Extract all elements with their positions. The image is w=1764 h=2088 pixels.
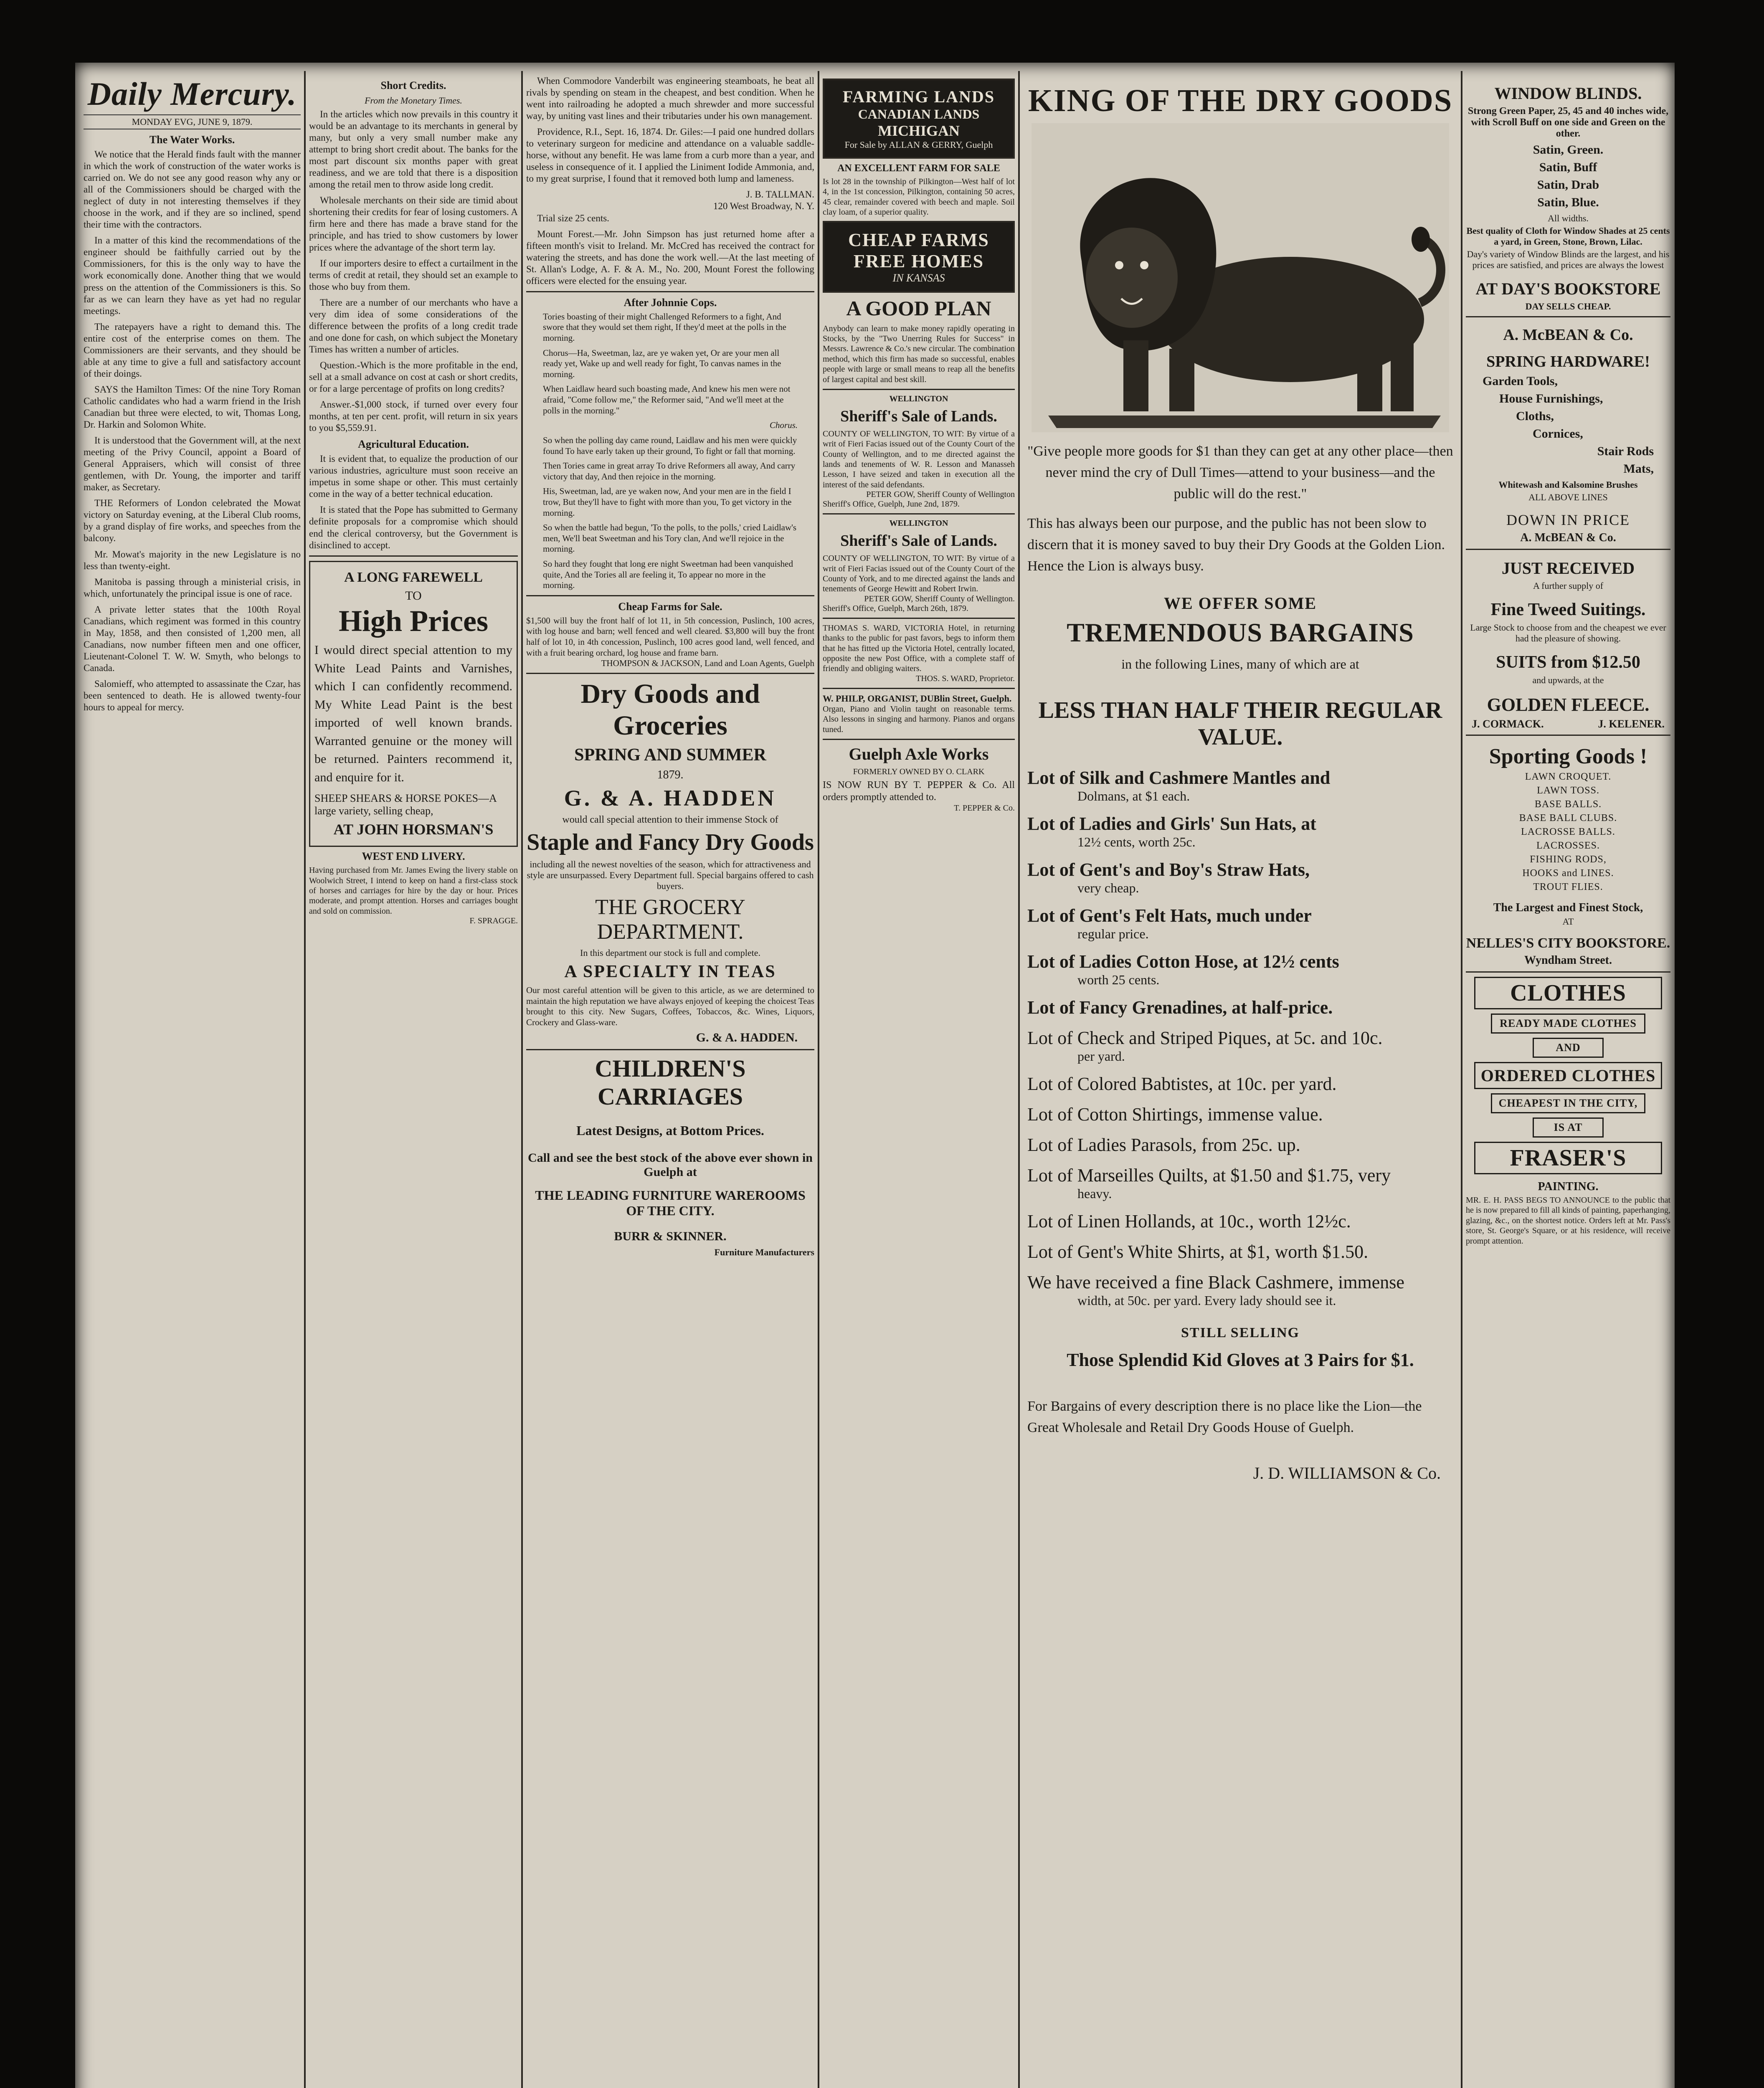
ad-headline: A GOOD PLAN [846,296,991,320]
ad-headline: High Prices [339,604,488,638]
notice-county: WELLINGTON [889,394,948,403]
hardware-item: Stair Rods [1597,444,1654,458]
divider [823,618,1015,619]
bargain-lot [1027,767,1457,804]
poem-verse: Tories boasting of their might Challenged Reformers to a fight, And swore that they would set them right, If they'd meet at the polls in the morning. [543,311,786,343]
ad-firm-name: A. McBEAN & Co. [1520,531,1616,544]
ad-body: Organ, Piano and Violin taught on reasonable terms. Also lessons in singing and harmony. Pianos and organs tuned. [823,704,1015,734]
ad-headline: Fine Tweed Suitings. [1490,600,1646,619]
ad-signature: BURR & SKINNER. [614,1229,727,1243]
satin-item: Satin, Drab [1537,178,1599,192]
proprietors [1472,718,1665,730]
sporting-item: BASE BALLS. [1534,799,1602,810]
hardware-item: Cloths, [1516,409,1554,423]
ad-text: AND [1533,1038,1604,1058]
article-paragraph: Mr. Mowat's majority in the new Legislature is no less than twenty-eight. [84,549,301,571]
poem-verse: So hard they fought that long ere night Sweetman had been vanquished quite, And the Tories all are feeling it, To appear no more in the morning. [543,558,793,590]
ad-text: THE LEADING FURNITURE WAREROOMS OF THE CITY. [535,1187,806,1218]
article-address: 120 West Broadway, N. Y. [713,201,814,212]
lot-title: Lot of Gent's and Boy's Straw Hats, [1027,859,1310,880]
ad-headline: Guelph Axle Works [849,744,989,763]
poem-verse: Then Tories came in great array To drive Reformers all away, And carry victory that day, And then rejoice in the morning. [543,461,796,481]
ad-headline: Dry Goods and Groceries [580,679,760,741]
article-paragraph: THE Reformers of London celebrated the Mowat victory on Saturday evening, at the Liberal Club rooms, by a grand display of fire works, and speeches from the balcony. [84,498,301,544]
sporting-item: FISHING RODS, [1530,854,1607,865]
ad-text: The Largest and Finest Stock, [1493,901,1643,914]
divider [309,555,518,557]
ad-headline: WINDOW BLINDS. [1494,84,1642,103]
article-paragraph: Salomieff, who attempted to assassinate the Czar, has been sentenced to death. He is allowed twenty-four hours to appeal for mercy. [84,678,301,713]
article-paragraph: Mount Forest.—Mr. John Simpson has just returned home after a fifteen month's visit to Ireland. Mr. McCred has received the contract for watering the streets, and has done the work well.—At the last meeting of St. Allan's Lodge, A. F. & A. M., No. 200, Mount Forest the following officers were elected for the ensuing year. [526,228,814,286]
article-paragraph: Manitoba is passing through a ministerial crisis, in which, unfortunately the principal issue is one of race. [84,576,301,599]
ad-headline: MICHIGAN [878,122,960,139]
sporting-item: HOOKS and LINES. [1522,868,1614,879]
notice-body: COUNTY OF WELLINGTON, TO WIT: By virtue of a writ of Fieri Facias issued out of the County Court of the County of Wellington, and to me directed against the lands and tenements of W. R. Lesson and Manasseh Lesson, I have seized and taken in execution all the interest of the said defendants. [823,429,1015,489]
ad-store: AT DAY'S BOOKSTORE [1475,279,1661,298]
divider [526,1049,814,1050]
ad-headline: SPRING HARDWARE! [1486,353,1650,370]
ad-headline: CHILDREN'S CARRIAGES [595,1054,746,1110]
satin-item: Satin, Green. [1533,143,1604,157]
ad-text: AT [1562,916,1574,927]
notice-date: Sheriff's Office, Guelph, March 26th, 1879. [823,603,968,613]
bargain-lot [1027,997,1457,1018]
ad-store: FRASER'S [1474,1142,1662,1174]
dateline: MONDAY EVG, JUNE 9, 1879. [84,114,301,129]
ad-signature: THOS. S. WARD, Proprietor. [916,674,1015,683]
ad-headline: LESS THAN HALF THEIR REGULAR VALUE. [1038,697,1442,750]
column-rule [304,71,306,2088]
lot-detail: Dolmans, at $1 each. [1077,788,1190,803]
lot-title: Lot of Gent's Felt Hats, much under [1027,905,1312,926]
divider [823,688,1015,689]
article-signature: J. B. TALLMAN. [746,189,814,200]
hardware-item: Garden Tools, [1483,374,1558,388]
ad-paragraph: This has always been our purpose, and the public has not been slow to discern that it is money saved to buy their Dry Goods at the Golden Lion. Hence the Lion is always busy. [1027,516,1445,574]
article-source: From the Monetary Times. [365,95,462,106]
poem-body [526,312,814,591]
ad-paragraph: For Bargains of every description there is no place like the Lion—the Great Wholesale and Retail Dry Goods House of Guelph. [1027,1399,1422,1435]
article-paragraph: When Commodore Vanderbilt was engineering steamboats, he beat all rivals by spending on steam in the cheapest, and best condition. When he went into railroading he adopted a much shrewder and more successful way, by uniting vast lines and their tributaries under his own management. [526,76,814,122]
lot-detail: regular price. [1077,926,1149,941]
ad-text: IS AT [1533,1117,1604,1138]
kansas-ad [823,221,1015,293]
ad-text: Wyndham Street. [1524,954,1612,967]
ad-heading: W. PHILP, ORGANIST, DUBlin Street, Guelph. [823,693,1012,704]
ad-headline: Those Splendid Kid Gloves at 3 Pairs for $1. [1067,1350,1414,1370]
article-paragraph: A private letter states that the 100th Royal Canadians, which regiment was formed in this country in May, 1858, and then consisted of 1,200 men, all Canadians, now number fifteen men and one officer, Lieutenant-Colonel T. W. W. Smyth, who belongs to Canada. [84,604,301,673]
proprietor-name: J. KELENER. [1598,718,1665,730]
hardware-item: Mats, [1623,462,1654,476]
ad-signature: J. D. WILLIAMSON & Co. [1253,1464,1441,1482]
hadden-ad [526,678,814,1044]
ad-store: GOLDEN FLEECE. [1487,694,1650,715]
article-body [84,149,301,713]
column-classified [823,75,1015,2088]
poem-verse: Chorus—Ha, Sweetman, laz, are ye waken yet, Or are your men all ready yet, Wake up and well ready for fight, To canvas names in the morning. [543,347,781,379]
poem-title: After Johnnie Cops. [623,296,717,309]
poem-verse: His, Sweetman, lad, are ye waken now, And your men are in the field I trow, But they'll have to fight with more than you, To get victory in the morning. [543,486,792,518]
ad-quote: "Give people more goods for $1 than they can get at any other place—then never mind the cry of Dull Times—attend to your business—and the public will do the rest." [1027,443,1453,502]
ad-heading: TO [405,588,422,603]
article-title: Short Credits. [380,79,446,91]
bargain-lot [1027,905,1457,942]
article-body [309,453,518,551]
ad-text: READY MADE CLOTHES [1491,1014,1645,1034]
lot-title: Lot of Cotton Shirtings, immense value. [1027,1104,1323,1125]
ad-text: Day's variety of Window Blinds are the largest, and his prices are satisfied, and prices are always the lowest [1467,249,1670,270]
ad-headline: JUST RECEIVED [1501,559,1635,578]
ad-headline: CANADIAN LANDS [858,106,980,122]
ad-headline: DOWN IN PRICE [1506,512,1630,528]
ad-headline: ORDERED CLOTHES [1474,1062,1662,1089]
ad-body: Our most careful attention will be given to this article, as we are determined to maintain the high reputation we have always enjoyed of keeping the choicest Teas brought to this city. New Sugars, Coffees, Tobaccos, &c. Wines, Liquors, Crockery and Glass-ware. [526,985,814,1028]
carriages-ad [526,1054,814,1258]
ad-body: IS NOW RUN BY T. PEPPER & Co. All orders promptly attended to. [823,779,1015,803]
ad-headline: THE GROCERY DEPARTMENT. [595,895,745,944]
golden-lion-ad [1023,75,1457,2088]
ad-headline: SUITS from $12.50 [1496,653,1640,672]
divider [823,389,1015,390]
column-rule [1461,71,1462,2088]
column-short-credits [309,75,518,2088]
bargain-lot [1027,1027,1457,1064]
farewell-ad [309,561,518,847]
ad-subheading: Latest Designs, at Bottom Prices. [576,1123,764,1138]
bargain-lot [1027,859,1457,896]
ad-headline: CLOTHES [1474,977,1662,1009]
article-title: The Water Works. [149,134,235,146]
ad-subheading: A SPECIALTY IN TEAS [564,962,776,982]
bargain-lot [1027,1241,1457,1262]
ad-text: A further supply of [1533,580,1604,591]
ad-text: would call special attention to their immense Stock of [562,814,778,826]
article-body [526,75,814,287]
ad-signature: T. PEPPER & Co. [954,803,1015,813]
ad-headline: FARMING LANDS [842,87,995,106]
column-editorial [84,75,301,2088]
lot-title: We have received a fine Black Cashmere, immense [1027,1272,1404,1292]
farming-lands-ad [823,79,1015,159]
poem-verse: So when the battle had begun, 'To the polls, to the polls,' cried Laidlaw's men, We'll beat Sweetman and his Tory clan, And we'll rejoice in the morning. [543,522,797,554]
lot-detail: per yard. [1077,1049,1125,1064]
ad-heading: AN EXCELLENT FARM FOR SALE [837,163,1000,174]
ad-firm-name: G. & A. HADDEN [564,786,777,811]
ad-text: in the following Lines, many of which are at [1121,656,1359,672]
newspaper-page [75,63,1675,2088]
satin-item: Satin, Buff [1539,160,1597,174]
notice-signature: PETER GOW, Sheriff County of Wellington. [864,594,1015,603]
article-paragraph: It is understood that the Government will, at the next meeting of the Privy Council, appoint a Board of General Appraisers, which will consist of three gentlemen, with Dr. Young, the importer and tariff maker, as Secretary. [84,435,301,493]
article-paragraph: Trial size 25 cents. [537,213,609,223]
ad-text: Best quality of Cloth for Window Shades at 25 cents a yard, in Green, Stone, Brown, Lilac. [1466,226,1670,247]
ad-text: Call and see the best stock of the above ever shown in Guelph at [528,1150,813,1179]
ad-text: Furniture Manufacturers [714,1247,814,1257]
ad-text: Large Stock to choose from and the cheapest we ever had the pleasure of showing. [1470,622,1666,644]
divider [823,513,1015,514]
article-paragraph: Answer.-$1,000 stock, if turned over every four months, at ten per cent. profit, will return in six years to you $5,559.91. [309,399,518,433]
article-paragraph: It is evident that, to equalize the production of our various industries, agriculture must soon receive an impetus in some shape or other. This must certainly come in the way of a better technical education. [309,454,518,499]
lot-detail: heavy. [1077,1186,1112,1201]
hardware-item: House Furnishings, [1499,392,1603,405]
divider [526,595,814,596]
notice-date: Sheriff's Office, Guelph, June 2nd, 1879. [823,499,960,509]
lot-title: Lot of Ladies Parasols, from 25c. up. [1027,1135,1300,1155]
notice-body: COUNTY OF WELLINGTON, TO WIT: By virtue of a writ of Fieri Facias issued out of the County Court of the County of York, and to me directed against the lands and tenements of George Hewitt and Robert Irwin. [823,554,1015,594]
article-paragraph: We notice that the Herald finds fault with the manner in which the work of construction of the water works is carried on. We do not see any good reason why any or all of the Commissioners should be charged with the neglect of duty in not interesting themselves if they choose in the work, and if they are so inclined, spend their time with the contractors. [84,149,301,230]
poem-verse: So when the polling day came round, Laidlaw and his men were quickly found To have early taken up their ground, To fight or fall that morning. [543,435,797,456]
ad-signature: G. & A. HADDEN. [696,1030,798,1044]
notice-title: Sheriff's Sale of Lands. [840,407,997,425]
ad-store: NELLES'S CITY BOOKSTORE. [1466,935,1670,951]
ad-subheading: SPRING AND SUMMER [574,745,766,765]
bargain-lot [1027,951,1457,988]
column-rule [818,71,819,2088]
sporting-item: TROUT FLIES. [1533,882,1603,892]
ad-body: I would direct special attention to my White Lead Paints and Varnishes, which I can confidently recommend. My White Lead Paint is the best imported of well known brands. Warranted genuine or the money will be returned. Painters recommend it, and enquire for it. [314,643,512,784]
divider [1466,971,1670,973]
ad-headline: Sporting Goods ! [1489,745,1647,768]
ad-headline: IN KANSAS [892,271,945,284]
column-news-ads [526,75,814,2088]
ad-text: FORMERLY OWNED BY O. CLARK [853,767,985,776]
bargain-lot [1027,1165,1457,1201]
divider [526,291,814,292]
article-paragraph: Question.-Which is the more profitable in the end, sell at a small advance on cost at cash or short credits, or for a large percentage of profits on long credits? [309,360,518,394]
bargain-lot [1027,1073,1457,1095]
lot-detail: width, at 50c. per yard. Every lady should see it. [1077,1293,1336,1308]
ad-headline: FREE HOMES [853,251,984,271]
notice-signature: PETER GOW, Sheriff County of Wellington [866,490,1015,499]
column-rule [1018,71,1020,2088]
poem-verse: When Laidlaw heard such boasting made, And knew his men were not afraid, "Come follow me," the Reformer said, "And we'll meet at the polls in the morning." [543,384,791,416]
ad-subheading: STILL SELLING [1181,1325,1300,1340]
ad-heading: PAINTING. [1538,1180,1599,1193]
lot-title: Lot of Fancy Grenadines, at half-price. [1027,997,1333,1018]
masthead: Daily Mercury. [87,76,297,112]
ad-body: $1,500 will buy the front half of lot 11, in 5th concession, Puslinch, 100 acres, with log house and barn; well fenced and well cleared. $3,800 will buy the front half of lot 10, in 4th concession, Puslinch, 100 acres good land, well fenced, and with a fruit bearing orchard, log house and frame barn. [526,615,814,658]
lot-title: Lot of Colored Babtistes, at 10c. per yard. [1027,1074,1337,1094]
ad-body: MR. E. H. PASS BEGS TO ANNOUNCE to the public that he is now prepared to fill all kinds of painting, paperhanging, glazing, &c., on the shortest notice. Orders left at Mr. Pass's store, St. George's Square, or at his residence, will receive prompt attention. [1466,1196,1670,1246]
lot-detail: worth 25 cents. [1077,972,1160,987]
sporting-item: BASE BALL CLUBS. [1519,813,1617,824]
lion-illustration [1032,123,1449,432]
ad-text: In this department our stock is full and complete. [580,948,760,958]
lot-title: Lot of Marseilles Quilts, at $1.50 and $1.75, very [1027,1165,1391,1186]
sporting-item: LACROSSES. [1536,840,1600,851]
lot-title: Lot of Linen Hollands, at 10c., worth 12½c. [1027,1211,1351,1232]
article-paragraph: In a matter of this kind the recommendations of the engineer should be faithfully carried out by the Commissioners, for this is the only way to have the work economically done. Another thing that we would press on the attention of the Commissioners is this. So far as we can learn they have as yet had no regular meetings. [84,235,301,316]
article-paragraph: Wholesale merchants on their side are timid about shortening their credits for fear of losing customers. A firm here and there has made a brave stand for the principle, and has tried to show customers by lower prices where the advantage of the short term lay. [309,195,518,253]
article-paragraph: If our importers desire to effect a curtailment in the terms of credit at retail, they should set an example to those who buy from them. [309,258,518,292]
ad-text: For Sale by ALLAN & GERRY, Guelph [844,139,993,150]
divider [1466,316,1670,317]
article-title: Agricultural Education. [358,438,469,451]
ad-body: THOMAS S. WARD, VICTORIA Hotel, in returning thanks to the public for past favors, begs to inform them that he has fitted up the Victoria Hotel, centrally located, opposite the new Post Office, with a complete staff of friendly and obliging waiters. [823,623,1015,674]
lot-detail: 12½ cents, worth 25c. [1077,834,1196,849]
article-paragraph: It is stated that the Pope has submitted to Germany definite proposals for a compromise which should end the clerical controversy, but the Government is disinclined to accept. [309,504,518,550]
ad-heading: WEST END LIVERY. [362,850,465,863]
ad-text: Whitewash and Kalsomine Brushes [1498,479,1638,490]
bargain-lot [1027,1134,1457,1155]
lot-title: Lot of Ladies Cotton Hose, at 12½ cents [1027,951,1339,972]
divider [823,739,1015,740]
ad-headline: Staple and Fancy Dry Goods [527,829,814,856]
ad-subheading: WE OFFER SOME [1163,594,1317,613]
bargain-lot [1027,813,1457,850]
ad-text: DAY SELLS CHEAP. [1525,301,1611,312]
ad-body: Having purchased from Mr. James Ewing the livery stable on Woolwich Street, I intend to keep on hand a first-class stock of horses and carriages for hire by the day or hour. Prices moderate, and prompt attention. Horses and carriages bought and sold on commission. [309,866,518,916]
ad-body: SHEEP SHEARS & HORSE POKES—A large variety, selling cheap, [314,792,497,817]
sporting-item: LAWN TOSS. [1537,785,1599,796]
divider [526,673,814,674]
lot-title: Lot of Ladies and Girls' Sun Hats, at [1027,813,1316,834]
ad-heading: Cheap Farms for Sale. [618,600,722,613]
article-body [309,109,518,434]
ad-signature: F. SPRAGGE. [469,916,518,926]
ad-headline: TREMENDOUS BARGAINS [1067,618,1414,647]
column-right-ads [1466,75,1670,2088]
hardware-item: Cornices, [1533,427,1583,441]
ad-body: Is lot 28 in the township of Pilkington—West half of lot 4, in the 1st concession, Pilkington, containing 50 acres, 45 clear, remainder covered with beech and maple. Soil clay loam, of a superior quality. [823,177,1015,217]
divider [1466,735,1670,736]
article-paragraph: In the articles which now prevails in this country it would be an advantage to its merchants in general by many, but only a very small number make any attempt to bring short credit about. The banks for the most part discount six months paper with great readiness, and we are told that there is a disposition among the retail men to throw aside long credit. [309,109,518,190]
satin-item: Satin, Blue. [1537,195,1599,209]
article-paragraph: SAYS the Hamilton Times: Of the nine Tory Roman Catholic candidates who had a warm friend in the Irish Canadian but three were elected, to wit, Thomas Long, Dr. Harkin and Solomon White. [84,384,301,430]
lot-title: Lot of Silk and Cashmere Mantles and [1027,768,1331,788]
divider [1466,549,1670,550]
article-paragraph: There are a number of our merchants who have a very dim idea of some considerations of the difference between the profits of a long credit trade and one done for cash, on which subject the Monetary Times has written a number of articles. [309,297,518,355]
ad-headline: KING OF THE DRY GOODS [1028,83,1453,118]
ad-text: CHEAPEST IN THE CITY, [1491,1093,1645,1113]
ad-signature: THOMPSON & JACKSON, Land and Loan Agents, Guelph [601,658,814,669]
ad-text: and upwards, at the [1532,675,1604,685]
lot-title: Lot of Gent's White Shirts, at $1, worth $1.50. [1027,1242,1369,1262]
ad-text: All widths. [1548,213,1589,223]
ad-year: 1879. [657,768,684,782]
sporting-item: LAWN CROQUET. [1525,771,1612,782]
ad-heading: A LONG FAREWELL [344,569,483,585]
bargain-lot [1027,1272,1457,1308]
bargain-lot [1027,1211,1457,1232]
article-paragraph: The ratepayers have a right to demand this. The entire cost of the enterprise comes on them. The Commissioners are their servants, and they should be able at any time to give a full and satisfactory account of their doings. [84,321,301,379]
ad-firm-name: A. McBEAN & Co. [1503,326,1633,344]
ad-text: including all the newest novelties of the season, which for attractiveness and style are unsurpassed. Every Department full. Special bargains offered to cash buyers. [527,859,814,892]
bargain-lot [1027,1104,1457,1125]
column-rule [521,71,523,2088]
ad-store: AT JOHN HORSMAN'S [333,821,494,838]
poem-chorus: Chorus. [769,420,798,431]
proprietor-name: J. CORMACK. [1472,718,1544,730]
article-paragraph: Providence, R.I., Sept. 16, 1874. Dr. Giles:—I paid one hundred dollars to veterinary surgeon for medicine and attendance on a valuable saddle-horse, without any benefit. He was lame from a curb more than a year, and useless in consequence of it. I applied the Liniment Iodide Ammonia, and, to my great surprise, I found that it removed both lump and lameness. [526,127,814,184]
ad-headline: CHEAP FARMS [848,229,989,250]
notice-county: WELLINGTON [889,519,948,528]
notice-title: Sheriff's Sale of Lands. [840,532,997,550]
ad-text: ALL ABOVE LINES [1528,492,1608,502]
lot-detail: very cheap. [1077,880,1139,895]
sporting-item: LACROSSE BALLS. [1521,826,1615,837]
lot-title: Lot of Check and Striped Piques, at 5c. and 10c. [1027,1028,1383,1048]
ad-body: Anybody can learn to make money rapidly operating in Stocks, by the "Two Unerring Rules for Success" in Messrs. Lawrence & Co.'s new circular. The combination method, which this firm has made so successful, enables people with large or small means to reap all the benefits of largest capital and best skill. [823,324,1015,384]
ad-text: Strong Green Paper, 25, 45 and 40 inches wide, with Scroll Buff on one side and Green on the other. [1467,106,1669,139]
